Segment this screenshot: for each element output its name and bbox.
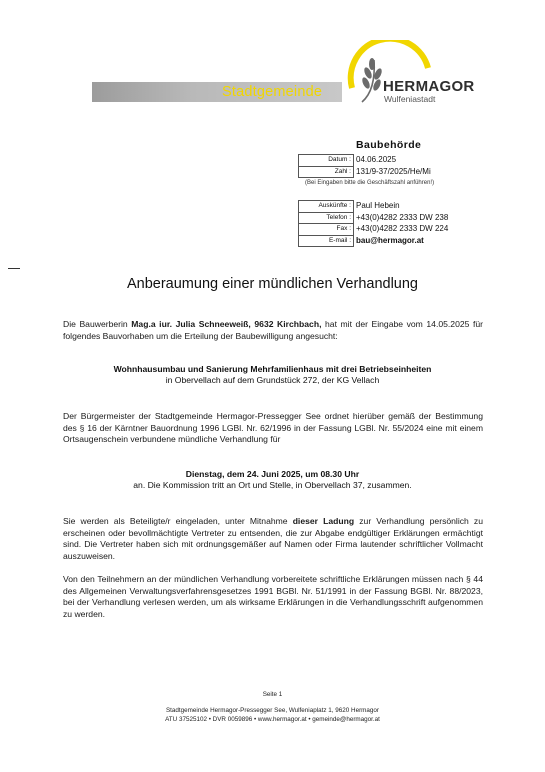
hearing-location: an. Die Kommission tritt an Ort und Stelle, in Obervellach 37, zusammen. [133,480,412,490]
info-label: Zahl : [299,166,354,178]
info-row [299,166,465,178]
info-value: +43(0)4282 2333 DW 238 [354,212,465,224]
info-value: Paul Hebein [354,201,465,213]
info-value: 04.06.2025 [354,155,465,167]
info-row [299,235,465,247]
email-link[interactable]: bau@hermagor.at [354,235,465,247]
info-row [299,212,465,224]
applicant-name: Mag.a iur. Julia Schneeweiß, 9632 Kirchbach, [131,319,322,329]
info-label: E-mail : [299,235,354,247]
document-title: Anberaumung einer mündlichen Verhandlung [126,276,418,292]
paragraph-invitation [63,516,483,562]
footer-address: Stadtgemeinde Hermagor-Pressegger See, Wulfeniaplatz 1, 9620 Hermagor [165,707,380,714]
paragraph-declarations: Von den Teilnehmern an der mündlichen Verhandlung vorbereitete schriftliche Erklärungen müssen nach § 44 des Allgemeinen Verwaltungsverfahrensgesetzes 1991 BGBl. Nr. 51/1991 in der Fassung BGBl. Nr. 88/2023, bei der Verhandlung verlesen werden, um als wirksame Erklärungen in die Verhandlungsschrift aufgenommen zu werden. [63,574,483,619]
paragraph-order: Der Bürgermeister der Stadtgemeinde Hermagor-Pressegger See ordnet hierüber gemäß der Bestimmung des § 16 der Kärntner Bauordnung 1996 LGBl. Nr. 62/1996 in der Fassung LGBl. Nr. 55/2024 eine mit einem Ortsaugenschein verbundene mündliche Verhandlung für [63,411,483,444]
footer-contact: ATU 37525102 • DVR 0059896 • www.hermagor.at • gemeinde@hermagor.at [165,716,380,723]
text: Sie werden als Beteiligte/r eingeladen, unter Mitnahme [63,516,293,526]
info-row [299,155,465,167]
contact-table [298,200,464,247]
reference-table [298,154,464,178]
authority-name: Baubehörde [356,139,422,151]
info-row [299,201,465,213]
logo-title: HERMAGOR [383,78,475,95]
project-location: in Obervellach auf dem Grundstück 272, der KG Vellach [165,375,380,385]
info-label: Telefon : [299,212,354,224]
hearing-date: Dienstag, dem 24. Juni 2025, um 08.30 Uhr [185,469,360,479]
reference-note: (Bei Eingaben bitte die Geschäftszahl anführen!) [305,180,435,186]
project-title: Wohnhausumbau und Sanierung Mehrfamilienhaus mit drei Betriebseinheiten [113,364,432,374]
info-row [299,224,465,236]
banner-text: Stadtgemeinde [222,84,323,100]
emphasis: dieser Ladung [292,516,355,526]
fold-mark [8,268,20,269]
info-value: 131/9-37/2025/He/Mi [354,166,465,178]
text: hat mit der Eingabe vom 14.05.2025 für folgendes Bauvorhaben um die Erteilung der Baubewilligung angesucht: [63,319,483,341]
info-label: Fax : [299,224,354,236]
info-label: Auskünfte : [299,201,354,213]
info-label: Datum : [299,155,354,167]
logo-subtitle: Wulfeniastadt [384,94,436,104]
page-number: Seite 1 [262,691,283,698]
paragraph-applicant [63,319,483,342]
info-value: +43(0)4282 2333 DW 224 [354,224,465,236]
text: zur Verhandlung persönlich zu erscheinen oder bevollmächtigte Vertreter zu entsenden, die zur Abgabe endgültiger Erklärungen ermächtigt sind. Die Vertreter haben sich mit ordnungsgemäßer auf Namen oder Firma lautender schriftlicher Vollmacht auszuweisen. [63,516,484,561]
text: Die Bauwerberin [63,319,132,329]
